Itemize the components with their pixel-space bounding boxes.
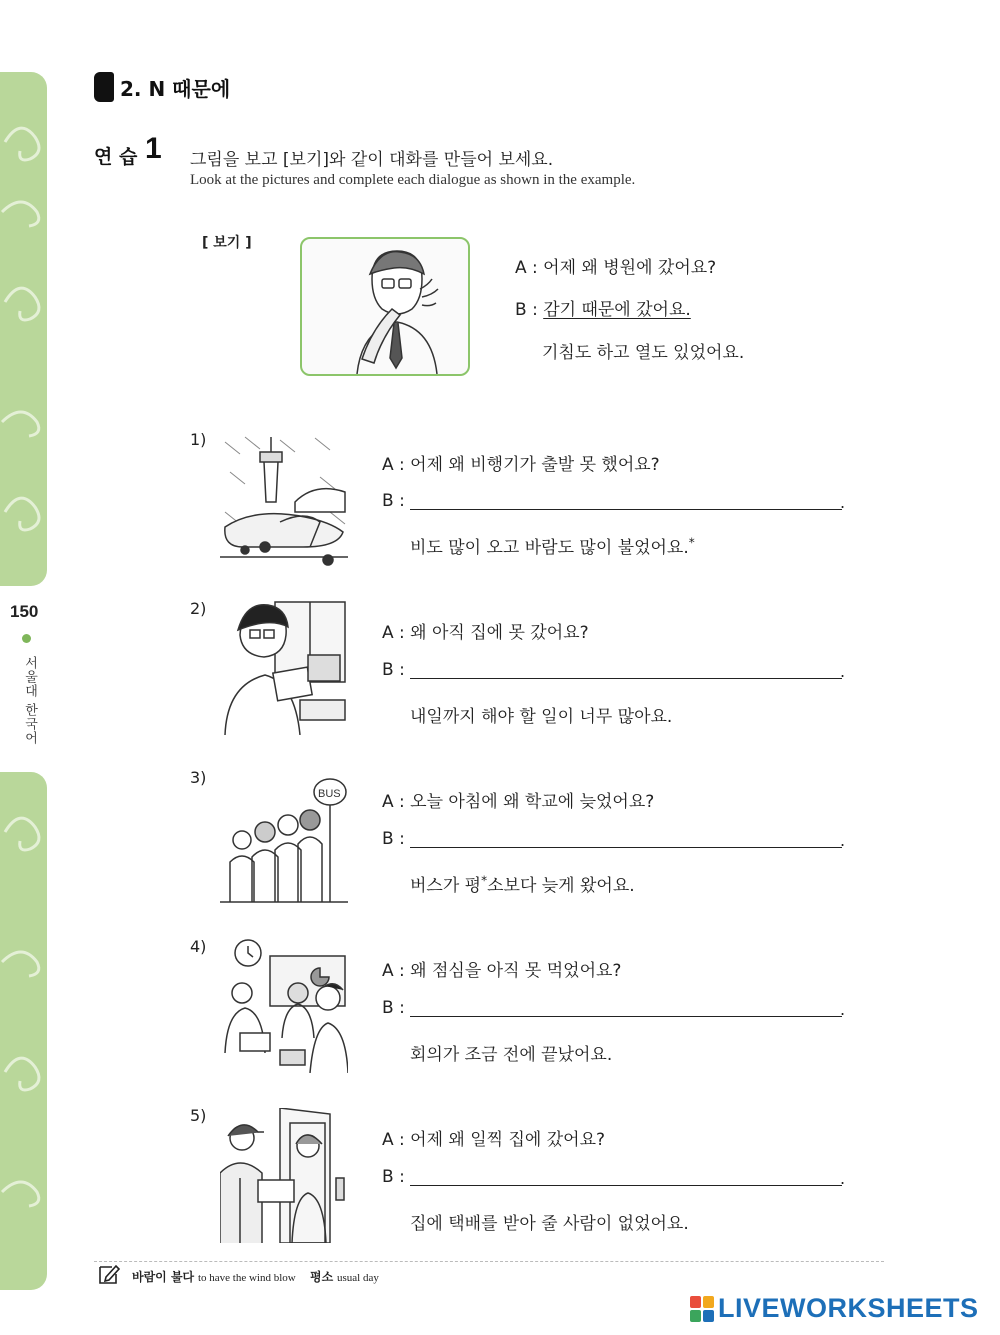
answer-input-2[interactable] xyxy=(410,678,842,679)
item-note-text-end: 소보다 늦게 왔어요. xyxy=(487,876,635,896)
example-answer xyxy=(515,295,691,320)
item-question: A : 어제 왜 비행기가 출발 못 했어요? xyxy=(382,455,660,475)
answer-input-1[interactable] xyxy=(410,509,842,510)
instruction-korean: 그림을 보고 [보기]와 같이 대화를 만들어 보세요. xyxy=(190,150,554,170)
heading-marker-icon xyxy=(94,72,114,102)
item-question: A : 어제 왜 일찍 집에 갔어요? xyxy=(382,1130,606,1150)
example-question-prefix: A : xyxy=(515,258,544,278)
book-title: 서울대 한국어 xyxy=(22,656,37,746)
answer-input-3[interactable] xyxy=(410,847,842,848)
item-note-text-start: 버스가 평 xyxy=(410,876,482,896)
item-note-text: 비도 많이 오고 바람도 많이 불었어요. xyxy=(410,538,689,558)
answer-period: . xyxy=(840,1169,846,1188)
item-answer-prefix: B : xyxy=(382,998,405,1018)
item-number: 2) xyxy=(190,599,207,618)
brand-name: LIVEWORKSHEETS xyxy=(718,1293,979,1323)
asterisk-icon: * xyxy=(481,873,488,888)
exercise-label: 연 습 xyxy=(94,146,138,168)
side-tab-top xyxy=(0,72,47,586)
item-number: 4) xyxy=(190,937,207,956)
item-number: 3) xyxy=(190,768,207,787)
item-note: 집에 택배를 받아 줄 사람이 없었어요. xyxy=(410,1214,689,1234)
item-question: A : 왜 점심을 아직 못 먹었어요? xyxy=(382,961,622,981)
exercise-number: 1 xyxy=(145,132,162,165)
side-tab-bottom xyxy=(0,772,47,1290)
section-heading xyxy=(94,72,230,102)
item-answer-prefix: B : xyxy=(382,1167,405,1187)
item-number: 5) xyxy=(190,1106,207,1125)
section-title: 2. N 때문에 xyxy=(120,76,231,101)
illustration-delivery-at-door xyxy=(220,1108,348,1243)
illustration-office-worker xyxy=(220,600,348,735)
swirl-pattern-icon xyxy=(0,772,47,1290)
answer-input-4[interactable] xyxy=(410,1016,842,1017)
item-answer-prefix: B : xyxy=(382,491,405,511)
liveworksheets-logo[interactable] xyxy=(690,1293,979,1324)
example-question-text: 어제 왜 병원에 갔어요? xyxy=(543,258,717,278)
item-note: 내일까지 해야 할 일이 너무 많아요. xyxy=(410,707,673,727)
answer-input-5[interactable] xyxy=(410,1185,842,1186)
answer-period: . xyxy=(840,662,846,681)
vocab-entry-1 xyxy=(132,1268,296,1285)
instruction-english: Look at the pictures and complete each dialogue as shown in the example. xyxy=(190,172,636,188)
footer-divider xyxy=(94,1261,884,1262)
item-question: A : 오늘 아침에 왜 학교에 늦었어요? xyxy=(382,792,655,812)
vocab-word: 바람이 불다 xyxy=(132,1270,195,1284)
example-label: [ 보기 ] xyxy=(202,235,252,251)
item-note xyxy=(410,871,635,896)
swirl-pattern-icon xyxy=(0,72,47,586)
illustration-meeting xyxy=(220,938,348,1073)
page-number: 150 xyxy=(10,602,39,621)
item-answer-prefix: B : xyxy=(382,660,405,680)
answer-period: . xyxy=(840,493,846,512)
vocab-meaning: usual day xyxy=(337,1272,379,1284)
vocab-meaning: to have the wind blow xyxy=(197,1272,296,1284)
example-question xyxy=(515,253,716,278)
answer-period: . xyxy=(840,831,846,850)
illustration-bus-stop-queue xyxy=(220,770,348,905)
item-number: 1) xyxy=(190,430,207,449)
example-note: 기침도 하고 열도 있었어요. xyxy=(542,343,745,363)
item-question: A : 왜 아직 집에 못 갔어요? xyxy=(382,623,589,643)
example-answer-text: 감기 때문에 갔어요. xyxy=(543,300,691,320)
vocab-word: 평소 xyxy=(310,1270,334,1284)
item-note xyxy=(410,533,695,558)
note-pencil-icon xyxy=(97,1262,121,1290)
vocab-entry-2 xyxy=(310,1268,379,1285)
liveworksheets-logo-icon xyxy=(690,1296,714,1322)
answer-period: . xyxy=(840,1000,846,1019)
example-illustration-coughing-man xyxy=(300,237,470,376)
item-answer-prefix: B : xyxy=(382,829,405,849)
svg-text:BUS: BUS xyxy=(318,788,341,800)
example-answer-prefix: B : xyxy=(515,300,544,320)
item-note: 회의가 조금 전에 끝났어요. xyxy=(410,1045,613,1065)
illustration-airplane-in-rain xyxy=(220,432,348,567)
page-dot xyxy=(22,634,31,643)
asterisk-icon: * xyxy=(688,535,695,550)
